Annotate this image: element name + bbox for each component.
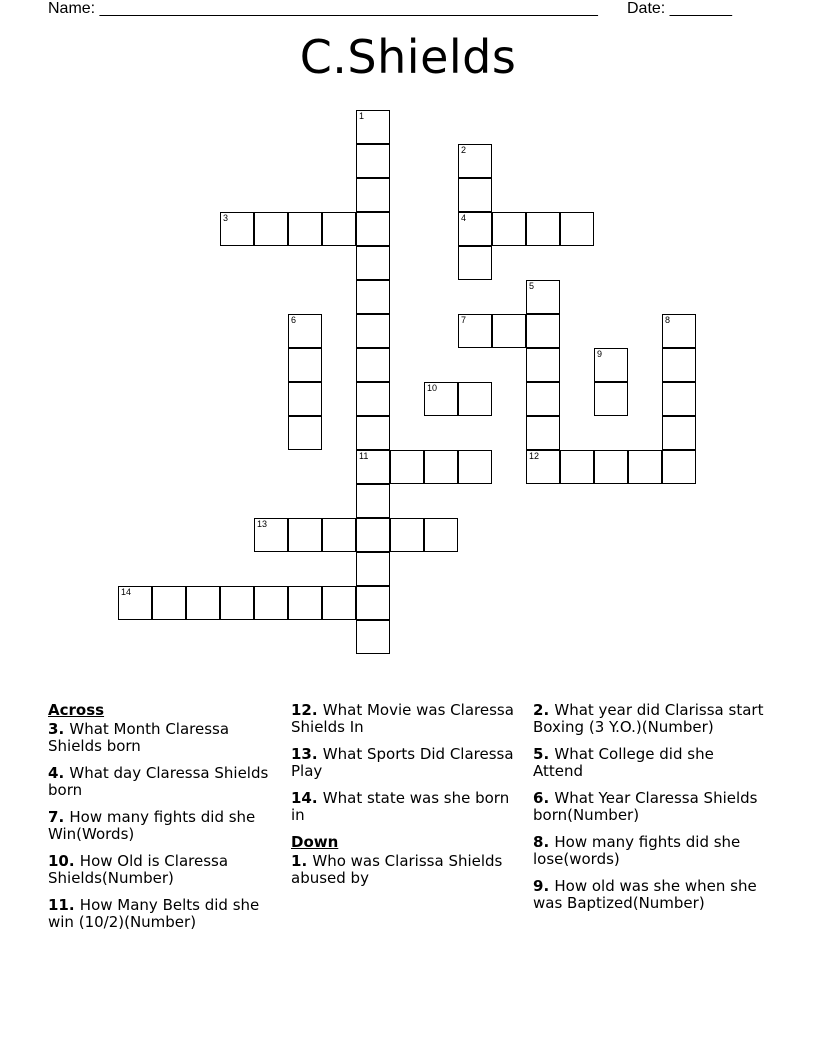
clue-across-11: 11. How Many Belts did she win (10/2)(Number)	[48, 896, 260, 931]
grid-cell[interactable]	[628, 450, 662, 484]
grid-cell[interactable]	[458, 450, 492, 484]
clue-down-5: 5. What College did she Attend	[533, 745, 714, 780]
grid-cell[interactable]	[662, 450, 696, 484]
clue-number: 11	[359, 451, 369, 461]
clue-number: 14	[121, 587, 132, 597]
grid-cell[interactable]	[322, 518, 356, 552]
grid-cell[interactable]	[526, 450, 560, 484]
clue-number: 5	[529, 281, 535, 291]
grid-cell[interactable]	[424, 450, 458, 484]
grid-cell[interactable]	[356, 348, 390, 382]
grid-cell[interactable]	[254, 586, 288, 620]
clue-across-4: 4. What day Claressa Shields born	[48, 764, 269, 799]
down-heading: Down	[291, 833, 339, 851]
grid-cell[interactable]	[254, 518, 288, 552]
grid-cell[interactable]	[662, 348, 696, 382]
grid-cell[interactable]	[526, 314, 560, 348]
grid-cell[interactable]	[458, 144, 492, 178]
grid-cell[interactable]	[424, 382, 458, 416]
grid-cell[interactable]	[526, 416, 560, 450]
clue-number: 8	[665, 315, 671, 325]
grid-cell[interactable]	[322, 586, 356, 620]
grid-cell[interactable]	[662, 382, 696, 416]
grid-cell[interactable]	[288, 382, 322, 416]
clue-number: 13	[257, 519, 268, 529]
grid-cell[interactable]	[424, 518, 458, 552]
clue-down-9: 9. How old was she when she was Baptized(Number)	[533, 877, 757, 912]
grid-cell[interactable]	[390, 518, 424, 552]
grid-cell[interactable]	[356, 144, 390, 178]
grid-cell[interactable]	[118, 586, 152, 620]
grid-cell[interactable]	[186, 586, 220, 620]
grid-cell[interactable]	[356, 450, 390, 484]
grid-cell[interactable]	[526, 280, 560, 314]
clue-down-2: 2. What year did Clarissa start Boxing (3 Y.O.)(Number)	[533, 701, 764, 736]
clue-across-13: 13. What Sports Did Claressa Play	[291, 745, 514, 780]
grid-cell[interactable]	[356, 178, 390, 212]
clue-down-8: 8. How many fights did she lose(words)	[533, 833, 741, 868]
clue-number: 2	[461, 145, 467, 155]
grid-cell[interactable]	[152, 586, 186, 620]
grid-cell[interactable]	[560, 450, 594, 484]
grid-cell[interactable]	[526, 382, 560, 416]
grid-cell[interactable]	[288, 212, 322, 246]
clue-number: 3	[223, 213, 229, 223]
name-field[interactable]: Name: ________________________________________________________	[48, 0, 598, 17]
page-title: C.Shields	[299, 30, 517, 84]
grid-cell[interactable]	[356, 586, 390, 620]
clue-down-6: 6. What Year Claressa Shields born(Number)	[533, 789, 758, 824]
grid-cell[interactable]	[288, 416, 322, 450]
grid-cell[interactable]	[220, 212, 254, 246]
clue-column-1	[48, 702, 273, 941]
clue-across-12: 12. What Movie was Claressa Shields In	[291, 701, 514, 736]
grid-cell[interactable]	[356, 246, 390, 280]
grid-cell[interactable]	[356, 620, 390, 654]
date-field[interactable]: Date: _______	[627, 0, 732, 17]
clue-across-7: 7. How many fights did she Win(Words)	[48, 808, 256, 843]
clue-number: 7	[461, 315, 467, 325]
grid-cell[interactable]	[492, 212, 526, 246]
grid-cell[interactable]	[458, 212, 492, 246]
grid-cell[interactable]	[356, 314, 390, 348]
grid-cell[interactable]	[526, 212, 560, 246]
grid-cell[interactable]	[254, 212, 288, 246]
clue-column-3	[533, 702, 768, 922]
grid-cell[interactable]	[458, 178, 492, 212]
grid-cell[interactable]	[458, 246, 492, 280]
grid-cell[interactable]	[458, 382, 492, 416]
grid-cell[interactable]	[560, 212, 594, 246]
clue-down-1: 1. Who was Clarissa Shields abused by	[291, 852, 503, 887]
grid-cell[interactable]	[356, 416, 390, 450]
clue-number: 6	[291, 315, 297, 325]
grid-cell[interactable]	[356, 382, 390, 416]
clue-column-2	[291, 702, 516, 897]
grid-cell[interactable]	[220, 586, 254, 620]
grid-cell[interactable]	[356, 110, 390, 144]
clue-number: 10	[427, 383, 438, 393]
grid-cell[interactable]	[492, 314, 526, 348]
clue-number: 12	[529, 451, 540, 461]
grid-cell[interactable]	[594, 382, 628, 416]
clue-across-10: 10. How Old is Claressa Shields(Number)	[48, 852, 229, 887]
grid-cell[interactable]	[288, 314, 322, 348]
grid-cell[interactable]	[356, 212, 390, 246]
grid-cell[interactable]	[288, 586, 322, 620]
grid-cell[interactable]	[356, 552, 390, 586]
grid-cell[interactable]	[288, 348, 322, 382]
grid-cell[interactable]	[356, 484, 390, 518]
grid-cell[interactable]	[322, 212, 356, 246]
clue-across-14: 14. What state was she born in	[291, 789, 510, 824]
clue-number: 9	[597, 349, 603, 359]
grid-cell[interactable]	[526, 348, 560, 382]
grid-cell[interactable]	[594, 450, 628, 484]
grid-cell[interactable]	[288, 518, 322, 552]
grid-cell[interactable]	[390, 450, 424, 484]
clue-number: 4	[461, 213, 467, 223]
clue-number: 1	[359, 111, 365, 121]
across-heading: Across	[48, 701, 105, 719]
grid-cell[interactable]	[458, 314, 492, 348]
grid-cell[interactable]	[662, 314, 696, 348]
grid-cell[interactable]	[594, 348, 628, 382]
grid-cell[interactable]	[356, 518, 390, 552]
grid-cell[interactable]	[356, 280, 390, 314]
clue-across-3: 3. What Month Claressa Shields born	[48, 720, 230, 755]
grid-cell[interactable]	[662, 416, 696, 450]
